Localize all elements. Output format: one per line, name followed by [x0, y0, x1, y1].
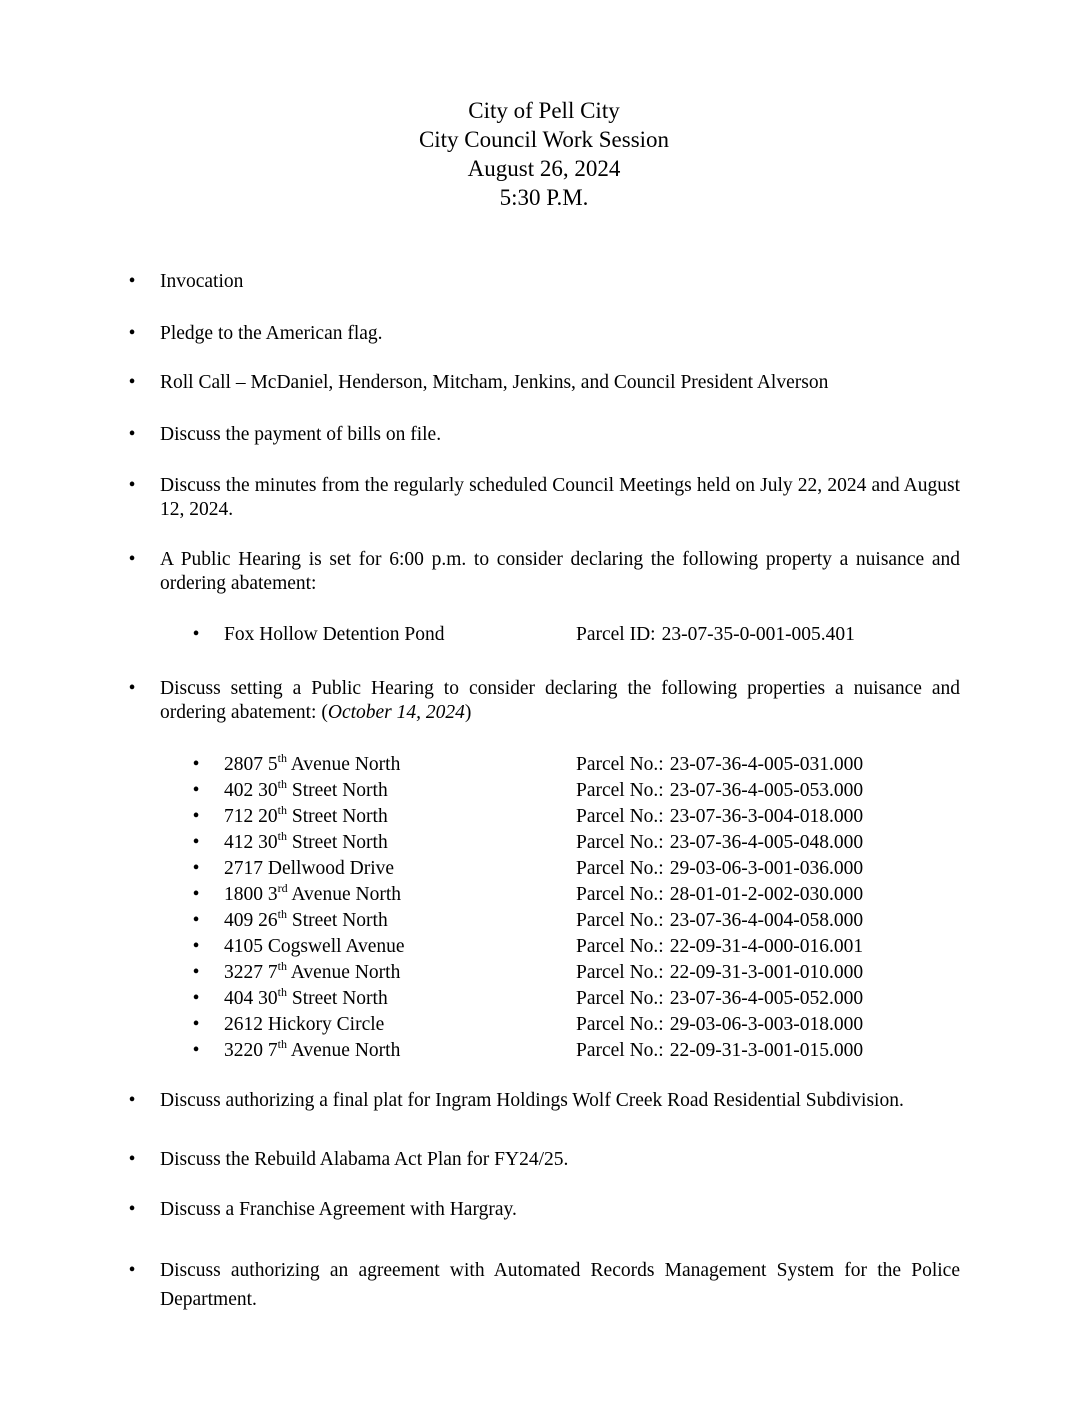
address-street: Avenue North [286, 1040, 401, 1061]
property-parcel [576, 1038, 863, 1064]
parcel-number: 23-07-36-3-004-018.000 [669, 806, 864, 827]
bullet-icon: • [192, 1040, 200, 1061]
ordinal-suffix: th [277, 984, 287, 999]
bullet-icon: • [128, 1199, 136, 1220]
ordinal-suffix: th [277, 906, 287, 921]
property-address [224, 986, 388, 1012]
agenda-item-text: Discuss a Franchise Agreement with Hargray. [160, 1199, 517, 1220]
parcel-label: Parcel No.: [576, 988, 664, 1009]
bullet-icon: • [192, 936, 200, 957]
address-street: Avenue North [287, 884, 401, 905]
property-row [0, 804, 1088, 830]
address-street: Street North [286, 832, 388, 853]
address-number: 2807 5 [224, 754, 278, 775]
parcel-number: 23-07-36-4-005-031.000 [669, 754, 864, 775]
parcel-label: Parcel No.: [576, 910, 664, 931]
property-parcel [576, 856, 863, 882]
ordinal-suffix: th [277, 776, 287, 791]
agenda-item-text: Roll Call – McDaniel, Henderson, Mitcham, Jenkins, and Council President Alverson [160, 372, 829, 393]
bullet-icon: • [192, 832, 200, 853]
setting-hearing-intro: Discuss setting a Public Hearing to consider declaring the following properties a nuisance and ordering abatement: ( [160, 678, 960, 723]
setting-hearing-date: October 14, 2024 [327, 702, 465, 723]
parcel-label: Parcel No.: [576, 1040, 664, 1061]
agenda-item-text: Invocation [160, 271, 244, 292]
bullet-icon: • [128, 1090, 136, 1111]
address-street: Avenue North [286, 962, 401, 983]
property-address [224, 778, 388, 804]
agenda-item-text: Discuss the payment of bills on file. [160, 424, 442, 445]
property-row [0, 1038, 1088, 1064]
ordinal-suffix: rd [277, 880, 288, 895]
parcel-number: 29-03-06-3-001-036.000 [669, 858, 864, 879]
property-name: Fox Hollow Detention Pond [224, 624, 445, 645]
bullet-icon: • [192, 754, 200, 775]
bullet-icon: • [128, 323, 136, 344]
property-address [224, 960, 400, 986]
property-parcel [576, 830, 863, 856]
agenda-item-text: Discuss authorizing an agreement with Automated Records Management System for the Police Department. [160, 1260, 960, 1310]
property-address [224, 804, 388, 830]
property-address [224, 752, 400, 778]
parcel-label: Parcel No.: [576, 1014, 664, 1035]
ordinal-suffix: th [277, 750, 287, 765]
header-time: 5:30 P.M. [499, 185, 589, 210]
property-row [0, 908, 1088, 934]
bullet-icon: • [192, 780, 200, 801]
property-address [224, 856, 394, 882]
parcel-label: Parcel No.: [576, 936, 664, 957]
agenda-item-text: Discuss the minutes from the regularly scheduled Council Meetings held on July 22, 2024 and August 12, 2024. [160, 475, 960, 520]
parcel-label: Parcel No.: [576, 962, 664, 983]
address-street: Avenue North [286, 754, 401, 775]
bullet-icon: • [128, 1149, 136, 1170]
parcel-label: Parcel No.: [576, 884, 664, 905]
address-street: Street North [286, 988, 388, 1009]
parcel-id: 23-07-35-0-001-005.401 [661, 624, 855, 645]
property-parcel [576, 752, 863, 778]
agenda-item-text [160, 677, 960, 725]
parcel-number: 22-09-31-3-001-015.000 [669, 1040, 864, 1061]
property-parcel [576, 960, 863, 986]
property-parcel [576, 986, 863, 1012]
parcel-label: Parcel ID: [576, 624, 656, 645]
document-header [0, 96, 1088, 212]
bullet-icon: • [192, 858, 200, 879]
address-number: 2612 Hickory Circle [224, 1014, 385, 1035]
property-row [0, 934, 1088, 960]
parcel-number: 23-07-36-4-004-058.000 [669, 910, 864, 931]
property-parcel [576, 622, 855, 648]
ordinal-suffix: th [277, 958, 287, 973]
bullet-icon: • [192, 910, 200, 931]
property-row [0, 830, 1088, 856]
property-address [224, 908, 388, 934]
bullet-icon: • [128, 1260, 136, 1281]
property-address [224, 830, 388, 856]
property-row [0, 882, 1088, 908]
parcel-number: 28-01-01-2-002-030.000 [669, 884, 864, 905]
bullet-icon: • [128, 271, 136, 292]
property-row [0, 960, 1088, 986]
bullet-icon: • [128, 678, 136, 699]
ordinal-suffix: th [277, 828, 287, 843]
property-row [0, 1012, 1088, 1038]
bullet-icon: • [192, 884, 200, 905]
property-address [224, 882, 401, 908]
address-number: 712 20 [224, 806, 278, 827]
parcel-label: Parcel No.: [576, 780, 664, 801]
header-session: City Council Work Session [418, 127, 670, 152]
address-number: 402 30 [224, 780, 278, 801]
address-number: 409 26 [224, 910, 278, 931]
setting-hearing-close: ) [464, 702, 472, 723]
address-number: 2717 Dellwood Drive [224, 858, 395, 879]
property-parcel [576, 778, 863, 804]
parcel-number: 23-07-36-4-005-048.000 [669, 832, 864, 853]
property-parcel [576, 908, 863, 934]
agenda-item-text: Discuss authorizing a final plat for Ingram Holdings Wolf Creek Road Residential Subdivision. [160, 1090, 904, 1111]
parcel-label: Parcel No.: [576, 832, 664, 853]
address-street: Street North [286, 910, 388, 931]
property-parcel [576, 1012, 863, 1038]
bullet-icon: • [192, 624, 200, 645]
parcel-number: 29-03-06-3-003-018.000 [669, 1014, 864, 1035]
parcel-label: Parcel No.: [576, 754, 664, 775]
parcel-number: 22-09-31-3-001-010.000 [669, 962, 864, 983]
ordinal-suffix: th [277, 802, 287, 817]
property-row [0, 778, 1088, 804]
parcel-number: 22-09-31-4-000-016.001 [669, 936, 864, 957]
property-row [0, 986, 1088, 1012]
header-date: August 26, 2024 [467, 156, 621, 181]
header-city: City of Pell City [468, 98, 620, 123]
address-number: 412 30 [224, 832, 278, 853]
agenda-item-text: Pledge to the American flag. [160, 323, 383, 344]
parcel-label: Parcel No.: [576, 806, 664, 827]
address-number: 1800 3 [224, 884, 278, 905]
bullet-icon: • [192, 806, 200, 827]
property-address [224, 1012, 384, 1038]
agenda-item-text: Discuss the Rebuild Alabama Act Plan for FY24/25. [160, 1149, 569, 1170]
bullet-icon: • [192, 1014, 200, 1035]
parcel-number: 23-07-36-4-005-052.000 [669, 988, 864, 1009]
bullet-icon: • [128, 424, 136, 445]
property-list [0, 752, 1088, 1064]
address-street: Street North [286, 780, 388, 801]
ordinal-suffix: th [277, 1036, 287, 1051]
property-parcel [576, 934, 863, 960]
property-parcel [576, 882, 863, 908]
bullet-icon: • [128, 475, 136, 496]
bullet-icon: • [128, 549, 136, 570]
property-address [224, 1038, 400, 1064]
address-number: 3220 7 [224, 1040, 278, 1061]
bullet-icon: • [192, 988, 200, 1009]
property-row [0, 856, 1088, 882]
address-street: Street North [286, 806, 388, 827]
address-number: 3227 7 [224, 962, 278, 983]
parcel-label: Parcel No.: [576, 858, 664, 879]
bullet-icon: • [192, 962, 200, 983]
bullet-icon: • [128, 372, 136, 393]
address-number: 4105 Cogswell Avenue [224, 936, 405, 957]
property-address [224, 934, 405, 960]
property-row [0, 752, 1088, 778]
parcel-number: 23-07-36-4-005-053.000 [669, 780, 864, 801]
agenda-item-text: A Public Hearing is set for 6:00 p.m. to consider declaring the following property a nuisance and ordering abatement: [160, 549, 960, 594]
address-number: 404 30 [224, 988, 278, 1009]
property-parcel [576, 804, 863, 830]
